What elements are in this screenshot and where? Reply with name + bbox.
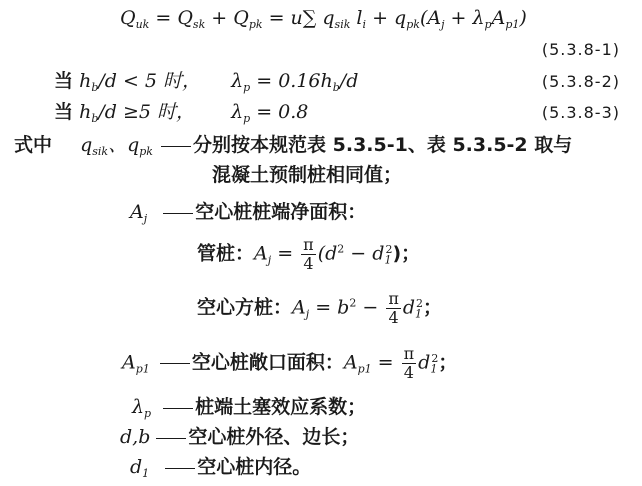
eq1-q-uk: Q bbox=[120, 7, 136, 29]
square-pile-formula bbox=[197, 290, 442, 327]
eq1-q-sk: = Q bbox=[155, 7, 193, 29]
eq2-rhs-sub: b bbox=[332, 81, 340, 94]
apl-symbol: A bbox=[122, 351, 136, 374]
eq1-q-pk-sub: pk bbox=[248, 18, 263, 31]
pipe-eq: = bbox=[271, 242, 300, 265]
apl-frac-den: 4 bbox=[403, 363, 414, 382]
definition-dash bbox=[165, 468, 195, 469]
eq1-q-sik-sub: sik bbox=[334, 18, 351, 31]
square-a-sub: j bbox=[305, 307, 310, 321]
square-d1-sub: 1 bbox=[415, 307, 423, 321]
pipe-minus-d1: − d bbox=[344, 242, 385, 265]
eq1-close: ) bbox=[519, 7, 527, 29]
eq1-apl: A bbox=[491, 7, 506, 29]
definition-aj bbox=[130, 200, 366, 231]
lp-symbol-sub: p bbox=[144, 407, 152, 420]
pipe-label: 管桩： bbox=[197, 242, 255, 265]
definition-dash bbox=[161, 146, 191, 147]
equation-5-3-8-2 bbox=[54, 69, 358, 100]
aj-desc: 空心桩桩端净面积： bbox=[195, 201, 367, 223]
square-a: A bbox=[292, 296, 306, 319]
definition-d1 bbox=[130, 455, 311, 486]
eq3-lambda-sub: p bbox=[243, 112, 251, 125]
pipe-d: (d bbox=[317, 242, 338, 265]
eq2-lambda-sub: p bbox=[243, 81, 251, 94]
eq3-hb-sub: b bbox=[91, 112, 99, 125]
eq1-q-sk-sub: sk bbox=[192, 18, 206, 31]
equation-number-2: (5.3.8-2) bbox=[541, 72, 620, 91]
apl-a-sub: p1 bbox=[357, 362, 372, 376]
square-d1: d bbox=[402, 296, 416, 319]
definition-apl bbox=[122, 345, 457, 382]
eq1-q-pk2: + q bbox=[366, 7, 407, 29]
pi-over-4-fraction bbox=[402, 345, 417, 382]
where-label: 式中 bbox=[14, 134, 53, 156]
pipe-d1-sq: 2 bbox=[385, 242, 393, 256]
square-frac-num: π bbox=[388, 289, 399, 308]
eq1-li-sub: i bbox=[362, 18, 367, 31]
square-d1-sq: 2 bbox=[416, 296, 424, 310]
apl-frac-num: π bbox=[403, 344, 415, 363]
pipe-d-sq: 2 bbox=[337, 242, 345, 256]
apl-d1: d bbox=[418, 351, 431, 374]
definition-dash bbox=[160, 363, 190, 364]
eq1-aj-sub: j bbox=[441, 18, 445, 31]
pipe-end: )； bbox=[392, 242, 421, 265]
eq1-lambda: + λ bbox=[444, 7, 485, 29]
eq1-lambda-sub: p bbox=[484, 18, 492, 31]
square-label: 空心方桩： bbox=[197, 296, 293, 319]
apl-symbol-sub: p1 bbox=[135, 362, 150, 376]
pipe-frac-den: 4 bbox=[303, 254, 314, 273]
apl-d1-sub: 1 bbox=[430, 362, 438, 376]
pipe-frac-num: π bbox=[303, 235, 314, 254]
eq2-rhs-end: /d bbox=[339, 70, 359, 92]
eq3-cond-op: /d ≥5 时， bbox=[98, 101, 196, 123]
eq3-hb: h bbox=[79, 101, 92, 123]
eq3-lambda: λ bbox=[231, 101, 244, 123]
eq3-rhs: = 0.8 bbox=[250, 101, 309, 123]
square-eq-b: = b bbox=[309, 296, 350, 319]
pi-over-4-fraction bbox=[386, 290, 401, 327]
db-desc: 空心桩外径、边长； bbox=[188, 426, 360, 448]
pipe-a-sub: j bbox=[267, 253, 272, 267]
eq2-hb: h bbox=[79, 70, 92, 92]
eq3-cond-prefix: 当 bbox=[54, 101, 74, 123]
square-b-sq: 2 bbox=[349, 296, 357, 310]
apl-desc: 空心桩敞口面积： bbox=[191, 351, 344, 374]
square-end: ； bbox=[423, 296, 443, 319]
eq2-cond-op: /d < 5 时， bbox=[98, 70, 202, 92]
definition-lambda-p bbox=[132, 395, 366, 426]
equation-number-1: (5.3.8-1) bbox=[541, 40, 620, 59]
lp-desc: 桩端土塞效应系数； bbox=[195, 396, 367, 418]
eq2-cond-prefix: 当 bbox=[54, 70, 74, 92]
eq1-q-pk2-sub: pk bbox=[406, 18, 420, 31]
aj-symbol-sub: j bbox=[143, 212, 148, 225]
apl-d1-sq: 2 bbox=[431, 351, 439, 365]
pi-over-4-fraction bbox=[301, 236, 316, 273]
where-q-sik-sub: sik bbox=[92, 145, 109, 158]
apl-end: ； bbox=[438, 351, 458, 374]
square-minus: − bbox=[356, 296, 385, 319]
square-frac-den: 4 bbox=[388, 308, 399, 327]
definition-dash bbox=[163, 213, 193, 214]
where-desc-line2: 混凝土预制桩相同值； bbox=[212, 164, 403, 186]
aj-symbol: A bbox=[130, 201, 144, 223]
apl-eq: = bbox=[371, 351, 400, 374]
definition-dash bbox=[156, 438, 186, 439]
pipe-d1-sub: 1 bbox=[384, 253, 392, 267]
where-q-pk: 、q bbox=[108, 134, 140, 156]
equation-5-3-8-1 bbox=[120, 6, 527, 37]
eq1-q-pk: + Q bbox=[205, 7, 249, 29]
eq2-lambda: λ bbox=[231, 70, 244, 92]
where-q-sik: q bbox=[80, 134, 93, 156]
db-symbol: d,b bbox=[120, 426, 151, 448]
apl-a: A bbox=[343, 351, 358, 374]
eq1-apl-sub: p1 bbox=[505, 18, 520, 31]
d1-desc: 空心桩内径。 bbox=[197, 456, 312, 478]
d1-symbol-sub: 1 bbox=[142, 467, 150, 480]
eq1-q-uk-sub: uk bbox=[135, 18, 150, 31]
where-desc-line1: 分别按本规范表 5.3.5-1、表 5.3.5-2 取与 bbox=[193, 134, 573, 156]
equation-number-3: (5.3.8-3) bbox=[541, 103, 620, 122]
where-q-line bbox=[14, 133, 572, 164]
eq1-sum: = u∑ q bbox=[262, 7, 335, 29]
definition-d-b bbox=[120, 425, 359, 449]
eq2-rhs: = 0.16h bbox=[250, 70, 333, 92]
pipe-a: A bbox=[254, 242, 268, 265]
eq2-hb-sub: b bbox=[91, 81, 99, 94]
definition-dash bbox=[163, 408, 193, 409]
d1-symbol: d bbox=[130, 456, 143, 478]
equation-5-3-8-3 bbox=[54, 100, 308, 131]
pipe-pile-formula bbox=[197, 236, 420, 273]
eq1-aj: (A bbox=[419, 7, 442, 29]
lp-symbol: λ bbox=[132, 396, 145, 418]
where-q-pk-sub: pk bbox=[139, 145, 153, 158]
eq1-li: l bbox=[350, 7, 363, 29]
